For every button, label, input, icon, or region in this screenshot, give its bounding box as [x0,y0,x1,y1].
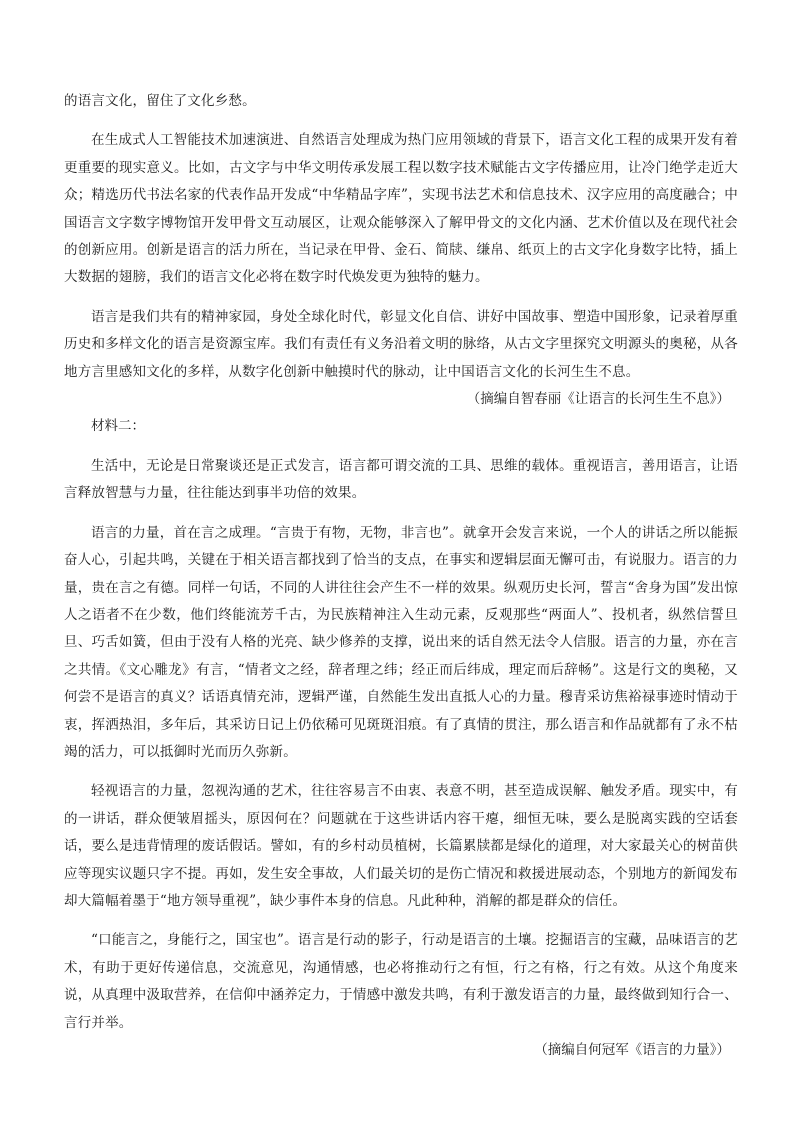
paragraph-language-tool: 生活中，无论是日常聚谈还是正式发言，语言都可谓交流的工具、思维的载体。重视语言，善用语言，让语言释放智慧与力量，往往能达到事半功倍的效果。 [64,457,738,502]
source-citation-1: （摘编自智春丽《让语言的长河生生不息》） [466,391,730,408]
source-citation-2: （摘编自何冠军《语言的力量》） [534,1042,730,1058]
paragraph-continuation: 的语言文化，留住了文化乡愁。 [64,93,256,109]
paragraph-power-of-language: 语言的力量，首在言之成理。“言贵于有物，无物，非言也”。就拿开会发言来说，一个人的讲话之所以能振奋人心，引起共鸣，关键在于相关语言都找到了恰当的支点，在事实和逻辑层面无懈可击，有说服力。语言的力量，贵在言之有德。同样一句话，不同的人讲往往会产生不一样的效果。纵观历史长河，誓言“舍身为国”发出惊人之语者不在少数，他们终能流芳千古，为民族精神注入生动元素，反观那些“两面人”、投机者，纵然信誓旦旦、巧舌如簧，但由于没有人格的光亮、缺少修养的支撑，说出来的话自然无法令人信服。语言的力量，亦在言之共情。《文心雕龙》有言，“情者文之经，辞者理之纬；经正而后纬成，理定而后辞畅”。这是行文的奥秘，又何尝不是语言的真义？话语真情充沛，逻辑严谨，自然能生发出直抵人心的力量。穆青采访焦裕禄事迹时情动于衷，挥洒热泪，多年后，其采访日记上仍依稀可见斑斑泪痕。有了真情的贯注，那么语言和作品就都有了永不枯竭的活力，可以抵御时光而历久弥新。 [64,524,738,760]
section-heading-material-2: 材料二： [91,418,145,435]
paragraph-neglecting-language: 轻视语言的力量，忽视沟通的艺术，往往容易言不由衷、表意不明，甚至造成误解、触发矛盾。现实中，有的一讲话，群众便皱眉摇头，原因何在？问题就在于这些讲话内容干瘪，细恒无味，要么是脱离实践的空话套话，要么是违背情理的废话假话。譬如，有的乡村动员植树，长篇累牍都是绿化的道理，对大家最关心的树苗供应等现实议题只字不提。再如，发生安全事故，人们最关切的是伤亡情况和救援进展动态，个别地方的新闻发布却大篇幅着墨于“地方领导重视”，缺少事件本身的信息。凡此种种，消解的都是群众的信任。 [64,783,738,909]
document-page [64,88,738,1064]
paragraph-ai-language-engineering: 在生成式人工智能技术加速演进、自然语言处理成为热门应用领域的背景下，语言文化工程的成果开发有着更重要的现实意义。比如，古文字与中华文明传承发展工程以数字技术赋能古文字传播应用，让冷门绝学走近大众；精选历代书法名家的代表作品开发成“中华精品字库”，实现书法艺术和信息技术、汉字应用的高度融合；中国语言文字数字博物馆开发甲骨文互动展区，让观众能够深入了解甲骨文的文化内涵、艺术价值以及在现代社会的创新应用。创新是语言的活力所在，当记录在甲骨、金石、简牍、缣帛、纸页上的古文字化身数字比特，插上大数据的翅膀，我们的语言文化必将在数字时代焕发更为独特的魅力。 [64,132,738,286]
paragraph-words-and-deeds: “口能言之，身能行之，国宝也”。语言是行动的影子，行动是语言的土壤。挖掘语言的宝藏，品味语言的艺术，有助于更好传递信息，交流意见，沟通情感，也必将推动行之有恒，行之有格，行之有效。从这个角度来说，从真理中汲取营养，在信仰中涵养定力，于情感中激发共鸣，有利于激发语言的力量，最终做到知行合一、言行并举。 [64,932,738,1031]
paragraph-spiritual-home: 语言是我们共有的精神家园，身处全球化时代，彰显文化自信、讲好中国故事、塑造中国形象，记录着厚重历史和多样文化的语言是资源宝库。我们有责任有义务沿着文明的脉络，从古文字里探究文明源头的奥秘，从各地方言里感知文化的多样，从数字化创新中触摸时代的脉动，让中国语言文化的长河生生不息。 [64,308,738,380]
